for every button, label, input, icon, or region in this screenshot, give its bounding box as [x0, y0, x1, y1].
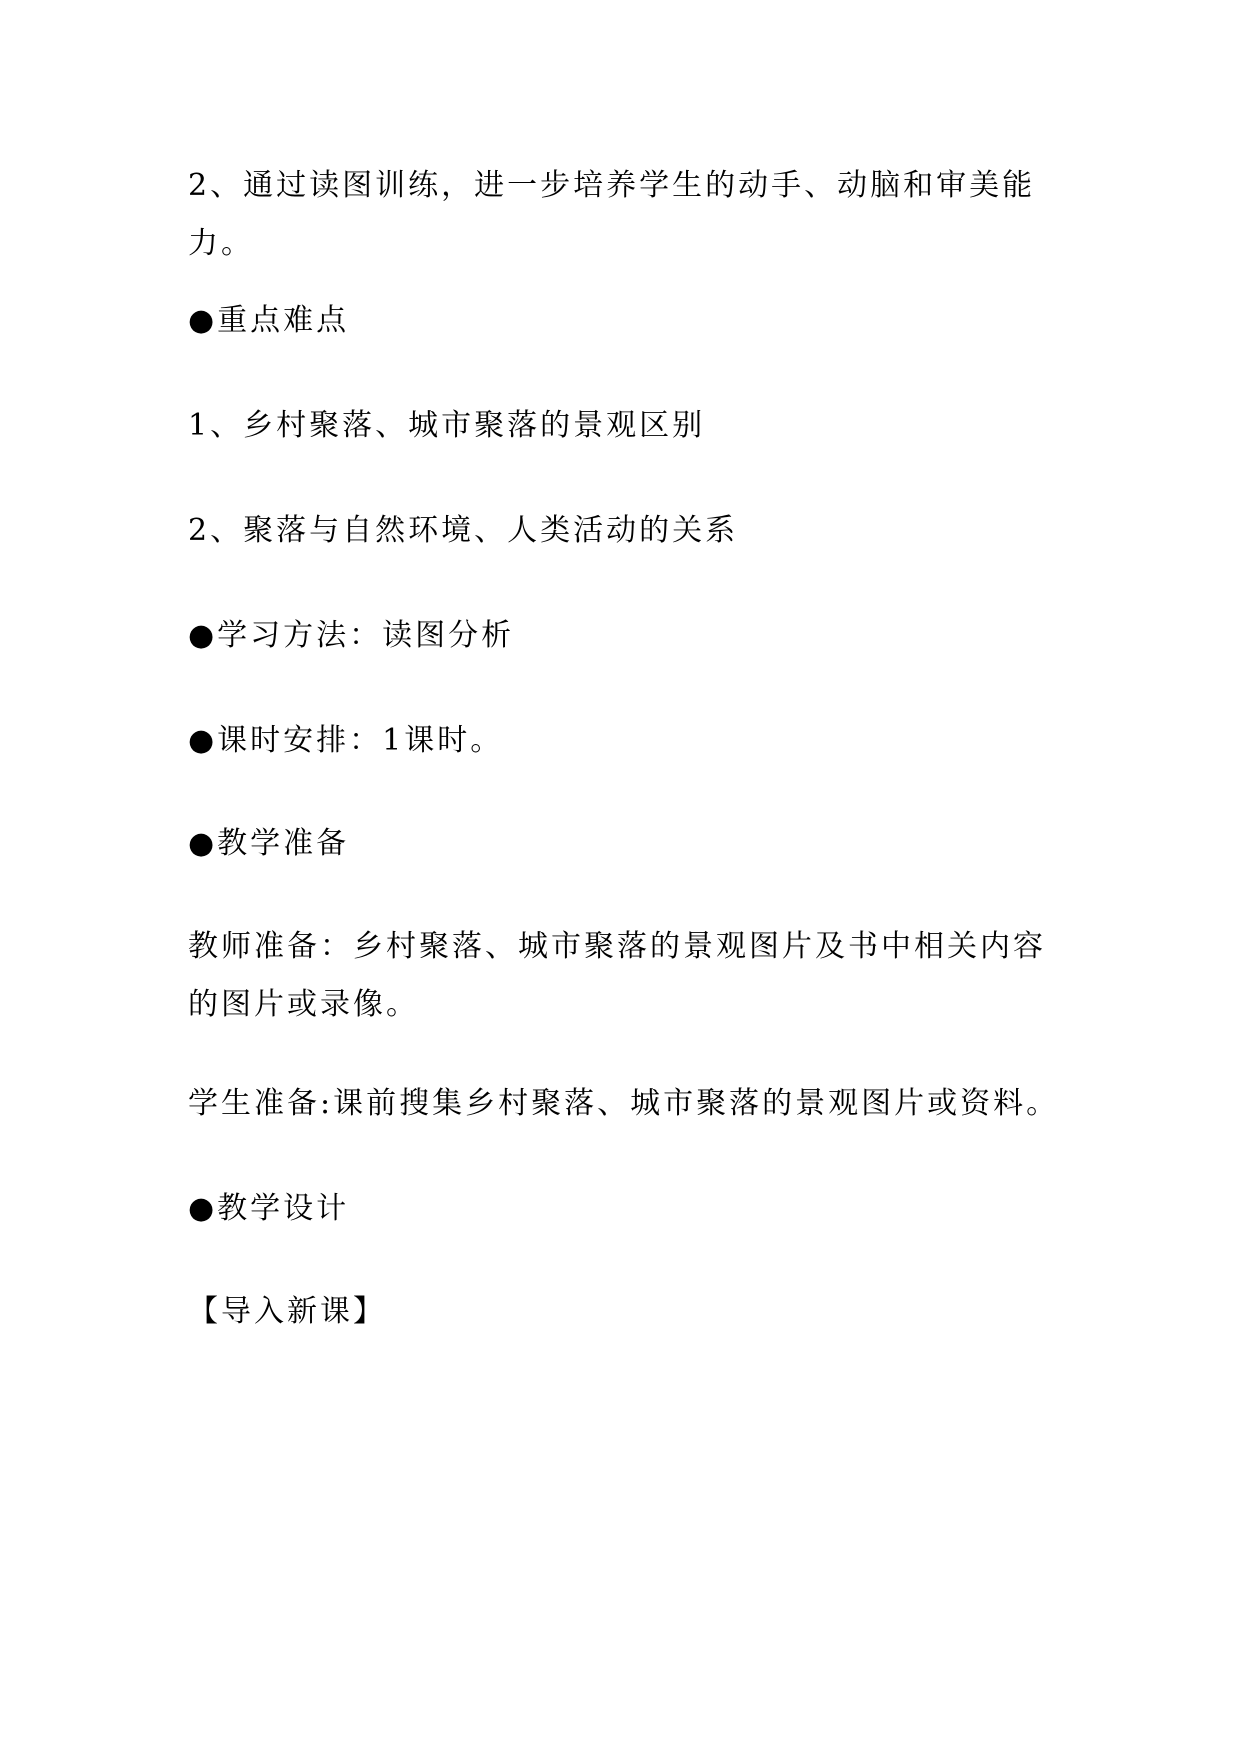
- key-point-item: 1、乡村聚落、城市聚落的景观区别: [188, 408, 706, 443]
- class-hours-line: ●课时安排：1课时。: [188, 723, 504, 758]
- study-method-line: ●学习方法：读图分析: [188, 618, 515, 653]
- goal-paragraph: 2、通过读图训练，进一步培养学生的动手、动脑和审美能力。: [188, 168, 1036, 261]
- student-preparation-paragraph: 学生准备:课前搜集乡村聚落、城市聚落的景观图片或资料。: [188, 1086, 1060, 1121]
- section-heading-key-points: ●重点难点: [188, 303, 350, 338]
- key-point-item: 2、聚落与自然环境、人类活动的关系: [188, 513, 739, 548]
- teacher-preparation-paragraph: 教师准备：乡村聚落、城市聚落的景观图片及书中相关内容的图片或录像。: [188, 929, 1046, 1022]
- section-heading-preparation: ●教学准备: [188, 826, 350, 861]
- intro-section-heading: 【导入新课】: [188, 1294, 386, 1329]
- section-heading-design: ●教学设计: [188, 1191, 350, 1226]
